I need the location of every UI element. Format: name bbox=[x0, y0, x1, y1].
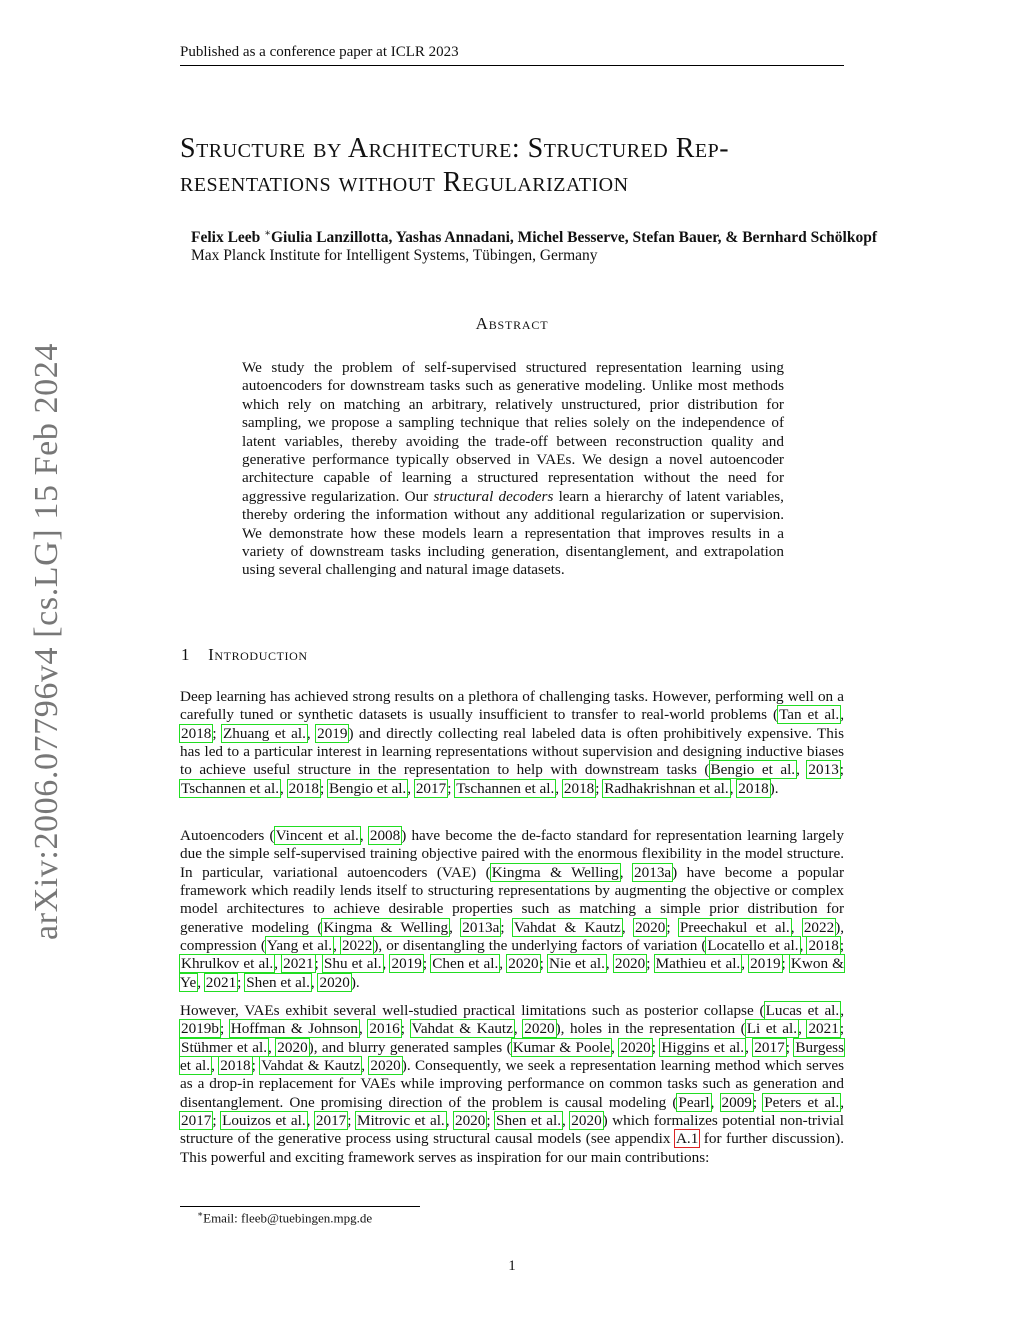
footnote-text: Email: fleeb@tuebingen.mpg.de bbox=[203, 1210, 373, 1226]
author-footnote-mark[interactable]: ∗ bbox=[264, 228, 271, 239]
citation-link[interactable]: 2013a bbox=[462, 918, 500, 936]
citation-link[interactable]: Locatello et al. bbox=[707, 937, 799, 955]
citation-link[interactable]: Stühmer et al. bbox=[181, 1038, 268, 1056]
citation-link[interactable]: Tschannen et al. bbox=[456, 779, 555, 797]
citation-link[interactable]: Mathieu et al. bbox=[655, 955, 741, 973]
citation-link[interactable]: 2009 bbox=[721, 1093, 752, 1111]
citation-link[interactable]: Mitrovic et al. bbox=[356, 1112, 445, 1130]
affiliation: Max Planck Institute for Intelligent Systems, Tübingen, Germany bbox=[191, 247, 598, 264]
citation-link[interactable]: Vincent et al. bbox=[275, 827, 359, 844]
citation-link[interactable]: 2018 bbox=[288, 779, 320, 797]
citation-link[interactable]: 2017 bbox=[315, 1112, 347, 1130]
citation-link[interactable]: Khrulkov et al. bbox=[181, 955, 274, 973]
footnote-divider bbox=[180, 1206, 420, 1207]
citation-link[interactable]: Shen et al. bbox=[246, 973, 310, 991]
citation-link[interactable]: Kwon & Ye bbox=[180, 955, 844, 991]
abstract-heading: Abstract bbox=[475, 314, 549, 333]
citation-link[interactable]: 2017 bbox=[754, 1038, 785, 1056]
citation-link[interactable]: 2016 bbox=[369, 1020, 400, 1038]
citation-link[interactable]: Zhuang et al. bbox=[223, 724, 306, 742]
citation-link[interactable]: Kingma & Welling bbox=[491, 863, 619, 881]
title-line-2: resentations without Regularization bbox=[180, 167, 629, 198]
citation-link[interactable]: 2019 bbox=[391, 955, 422, 973]
citation-link[interactable]: 2013a bbox=[634, 863, 672, 881]
abstract-body bbox=[242, 359, 784, 580]
citation-link[interactable]: 2020 bbox=[319, 973, 350, 991]
citation-link[interactable]: 2018 bbox=[808, 937, 839, 955]
citation-link[interactable]: 2020 bbox=[370, 1057, 401, 1075]
footnote-mark: ∗ bbox=[197, 1209, 204, 1219]
arxiv-watermark: arXiv:2006.07796v4 [cs.LG] 15 Feb 2024 bbox=[28, 343, 65, 940]
citation-link[interactable]: Tschannen et al. bbox=[181, 779, 280, 797]
citation-link[interactable]: Vahdat & Kautz bbox=[411, 1020, 513, 1038]
citation-link[interactable]: Kingma & Welling bbox=[323, 918, 449, 936]
citation-link[interactable]: Kumar & Poole bbox=[512, 1038, 611, 1056]
section-title: Introduction bbox=[208, 645, 308, 664]
citation-link[interactable]: Pearl bbox=[678, 1093, 710, 1111]
citation-link[interactable]: Yang et al. bbox=[266, 937, 333, 955]
citation-link[interactable]: Chen et al. bbox=[432, 955, 499, 973]
abstract-text: learn a hierarchy of latent variables, thereby ordering the information without any additional regularization or supervision. We demonstrate how these models learn a representation that improves results in a variety of downstream tasks including generation, disentanglement, and extrapolation using several challenging and natural image datasets. bbox=[242, 487, 784, 579]
citation-link[interactable]: 2019 bbox=[750, 955, 781, 973]
title-line-1: Structure by Architecture: Structured Rep- bbox=[180, 133, 730, 164]
citation-link[interactable]: Higgins et al. bbox=[661, 1038, 745, 1056]
citation-link[interactable]: Nie et al. bbox=[548, 955, 605, 973]
citation-link[interactable]: Vahdat & Kautz bbox=[513, 918, 621, 936]
intro-paragraph-2: Autoencoders (Vincent et al., 2008) have become the de-facto standard for representation learning largely due the simple self-supervised training objective paired with the enormous flexibility in the model structure. In particular, variational autoencoders (VAE) (Kingma & Welling, 2013a) have become a popular framework which readily lends itself to structuring representations by augmenting the objective or complex model architectures to achieve desirable properties such as matching a simple prior distribution for generative modeling (Kingma & Welling, 2013a; Vahdat & Kautz, 2020; Preechakul et al., 2022), compression (Yang et al., 2022), or disentangling the underlying factors of variation (Locatello et al., 2018; Khrulkov et al., 2021; Shu et al., 2019; Chen et al., 2020; Nie et al., 2020; Mathieu et al., 2019; Kwon & Ye, 2021; Shen et al., 2020). bbox=[180, 827, 845, 991]
citation-link[interactable]: Bengio et al. bbox=[329, 779, 407, 797]
first-author: Felix Leeb bbox=[191, 229, 261, 247]
other-authors: Giulia Lanzillotta, Yashas Annadani, Michel Besserve, Stefan Bauer, & Bernhard Schölkopf bbox=[270, 229, 877, 247]
citation-link[interactable]: 2021 bbox=[283, 955, 314, 973]
citation-link[interactable]: Hoffman & Johnson bbox=[230, 1020, 359, 1038]
citation-link[interactable]: 2020 bbox=[614, 955, 646, 973]
appendix-reference-link[interactable]: A.1 bbox=[675, 1130, 699, 1148]
intro-paragraph-3: However, VAEs exhibit several well-studied practical limitations such as posterior collapse (Lucas et al., 2019b; Hoffman & Johnson, 2016; Vahdat & Kautz, 2020), holes in the representation (Li et al., 2021; Stühmer et al., 2020), and blurry generated samples (Kumar & Poole, 2020; Higgins et al., 2017; Burgess et al., 2018; Vahdat & Kautz, 2020). Consequently, we seek a representation learning method which serves as a drop-in replacement for VAEs while improving performance on common tasks such as generation and disentanglement. One promising direction of the problem is causal modeling (Pearl, 2009; Peters et al., 2017; Louizos et al., 2017; Mitrovic et al., 2020; Shen et al., 2020) which formalizes potential non-trivial structure of the generative process using structural causal models (see appendix A.1 for further discussion). This powerful and exciting framework serves as inspiration for our main contributions: bbox=[180, 1002, 845, 1166]
author-list bbox=[191, 228, 971, 247]
citation-link[interactable]: 2020 bbox=[508, 955, 539, 973]
citation-link[interactable]: 2020 bbox=[634, 918, 666, 936]
abstract-text: We study the problem of self-supervised structured representation learning using autoencoders for downstream tasks such as generative modeling. Unlike most methods which rely on matching an arbitrary, relatively unstructured, prior distribution for sampling, we propose a sampling technique that relies solely on the independence of latent variables, thereby avoiding the trade-off between reconstruction quality and generative performance typically observed in VAEs. We design a novel autoencoder architecture capable of learning a structured representation without the need for aggressive regularization. Our bbox=[242, 359, 784, 505]
citation-link[interactable]: 2018 bbox=[181, 724, 212, 742]
citation-link[interactable]: 2019 bbox=[317, 724, 348, 742]
citation-link[interactable]: 2021 bbox=[205, 973, 237, 991]
citation-link[interactable]: Lucas et al. bbox=[765, 1002, 840, 1019]
citation-link[interactable]: Shen et al. bbox=[496, 1112, 562, 1130]
citation-link[interactable]: 2020 bbox=[277, 1038, 308, 1056]
running-header: Published as a conference paper at ICLR 2023 bbox=[180, 44, 844, 66]
paper-title bbox=[180, 132, 860, 200]
citation-link[interactable]: 2018 bbox=[563, 779, 595, 797]
citation-link[interactable]: 2020 bbox=[620, 1038, 651, 1056]
citation-link[interactable]: 2017 bbox=[181, 1112, 212, 1130]
citation-link[interactable]: 2020 bbox=[454, 1112, 486, 1130]
citation-link[interactable]: 2022 bbox=[341, 937, 373, 955]
citation-link[interactable]: Louizos et al. bbox=[222, 1112, 306, 1130]
citation-link[interactable]: 2018 bbox=[220, 1057, 251, 1075]
citation-link[interactable]: Radhakrishnan et al. bbox=[604, 779, 729, 797]
citation-link[interactable]: Burgess et al. bbox=[180, 1038, 845, 1075]
citation-link[interactable]: Vahdat & Kautz bbox=[261, 1057, 361, 1075]
citation-link[interactable]: Peters et al. bbox=[764, 1093, 840, 1111]
citation-link[interactable]: 2020 bbox=[524, 1020, 555, 1038]
section-heading bbox=[181, 645, 308, 665]
citation-link[interactable]: 2017 bbox=[415, 779, 447, 797]
citation-link[interactable]: 2018 bbox=[738, 779, 769, 797]
citation-link[interactable]: Preechakul et al. bbox=[679, 918, 790, 936]
citation-link[interactable]: Shu et al. bbox=[323, 955, 382, 973]
citation-link[interactable]: Li et al. bbox=[746, 1020, 798, 1038]
citation-link[interactable]: 2008 bbox=[369, 827, 401, 844]
page-number: 1 bbox=[508, 1258, 516, 1274]
citation-link[interactable]: 2020 bbox=[571, 1112, 602, 1130]
section-number: 1 bbox=[181, 645, 191, 664]
citation-link[interactable]: Tan et al. bbox=[779, 706, 840, 724]
abstract-emphasis: structural decoders bbox=[433, 487, 554, 505]
citation-link[interactable]: 2022 bbox=[803, 918, 835, 936]
citation-link[interactable]: 2021 bbox=[808, 1020, 839, 1038]
citation-link[interactable]: 2019b bbox=[181, 1020, 219, 1038]
intro-paragraph-1: Deep learning has achieved strong results on a plethora of challenging tasks. However, performing well on a carefully tuned or synthetic datasets is usually insufficient to transfer to real-world problems (Tan et al., 2018; Zhuang et al., 2019) and directly collecting real labeled data is often prohibitively expensive. This has led to a particular interest in learning representations without supervision and designing inductive biases to achieve useful structure in the representation to help with downstream tasks (Bengio et al., 2013; Tschannen et al., 2018; Bengio et al., 2017; Tschannen et al., 2018; Radhakrishnan et al., 2018). bbox=[180, 688, 845, 797]
citation-link[interactable]: Bengio et al. bbox=[710, 761, 796, 779]
citation-link[interactable]: 2013 bbox=[808, 761, 839, 779]
footnote bbox=[197, 1209, 372, 1226]
